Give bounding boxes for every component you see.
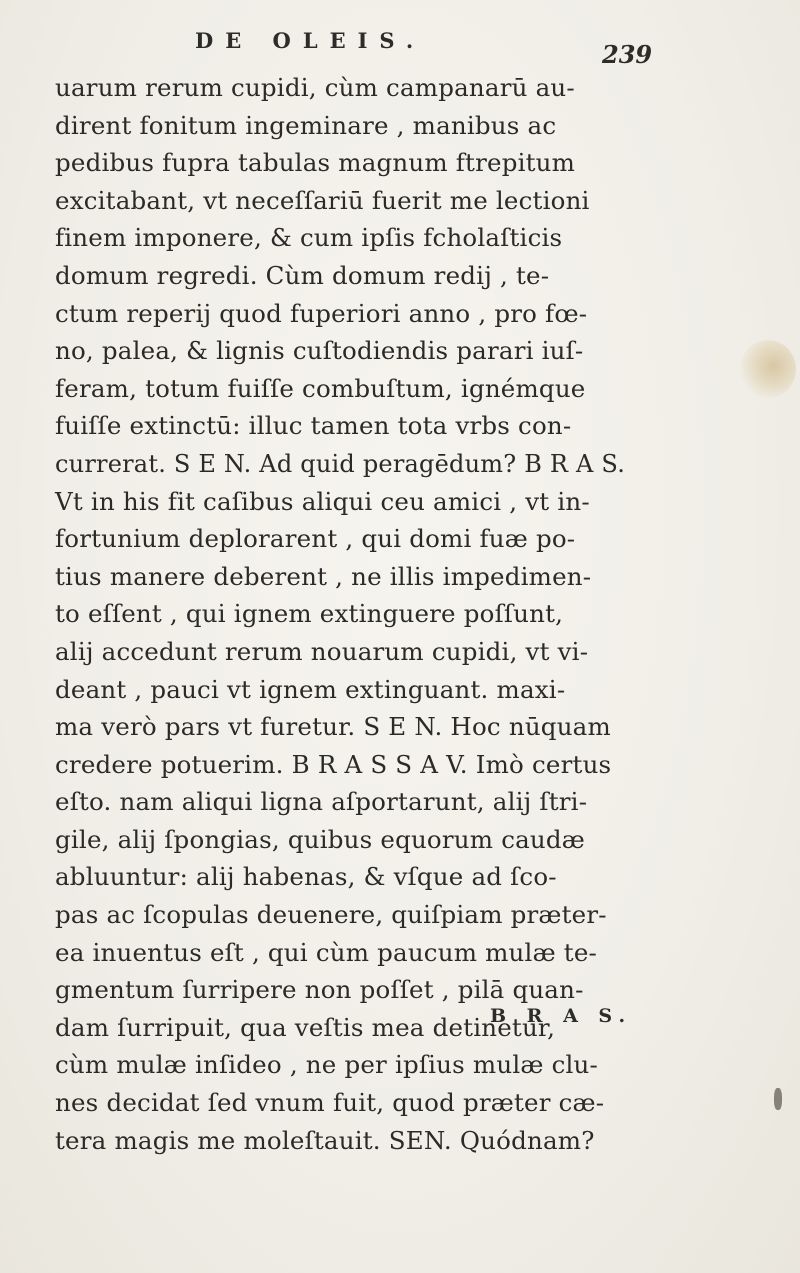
catchword: B R A S.: [490, 1005, 633, 1027]
text-line: Vt in his fit caſibus aliqui ceu amici , vt in-: [55, 486, 590, 516]
text-line: abluuntur: alij habenas, & vſque ad ſco-: [55, 862, 557, 892]
body-text: [55, 69, 625, 1159]
text-line: pedibus fupra tabulas magnum ftrepitum: [55, 148, 576, 178]
text-line: nes decidat ſed vnum fuit, quod præter cæ-: [55, 1088, 605, 1118]
text-line: fortunium deplorarent , qui domi fuæ po-: [55, 524, 576, 554]
text-line: finem imponere, & cum ipſis fcholaſticis: [55, 223, 563, 253]
text-line: deant , pauci vt ignem extinguant. maxi-: [55, 674, 566, 704]
running-title: DE OLEIS.: [195, 28, 426, 53]
page-number: 239: [602, 40, 653, 69]
text-line: feram, totum fuiſſe combuſtum, ignémque: [55, 373, 586, 403]
text-line: excitabant, vt neceſſariū fuerit me lectioni: [55, 185, 590, 215]
text-line: domum regredi. Cùm domum redij , te-: [55, 260, 550, 290]
text-line: tius manere deberent , ne illis impedimen-: [55, 561, 592, 591]
text-line: cùm mulæ inſideo , ne per ipſius mulæ clu-: [55, 1050, 598, 1080]
paper-stain: [740, 340, 796, 398]
text-line: ctum reperij quod fuperiori anno , pro fœ-: [55, 298, 588, 328]
ink-spot: [774, 1088, 782, 1110]
text-line: fuiſſe extinctū: illuc tamen tota vrbs con-: [55, 411, 572, 441]
text-line: ea inuentus eſt , qui cùm paucum mulæ te-: [55, 937, 598, 967]
text-line: to eſſent , qui ignem extinguere poſſunt,: [55, 599, 564, 629]
text-line: no, palea, & lignis cuſtodiendis parari iuſ-: [55, 336, 584, 366]
text-line: dam ſurripuit, qua veſtis mea detinetur,: [55, 1012, 556, 1042]
text-line: dirent fonitum ingeminare , manibus ac: [55, 110, 557, 140]
text-line: eſto. nam aliqui ligna aſportarunt, alij ſtri-: [55, 787, 588, 817]
text-line: ma verò pars vt furetur. S E N. Hoc nūquam: [55, 712, 611, 742]
text-line: credere potuerim. B R A S S A V. Imò certus: [55, 749, 612, 779]
text-line: tera magis me moleſtauit. SEN. Quódnam?: [55, 1125, 595, 1155]
text-line: gile, alij ſpongias, quibus equorum caudæ: [55, 824, 586, 854]
text-line: currerat. S E N. Ad quid peragēdum? B R A S.: [55, 448, 626, 478]
text-line: alij accedunt rerum nouarum cupidi, vt vi-: [55, 636, 589, 666]
text-line: gmentum ſurripere non poſſet , pilā quan-: [55, 975, 584, 1005]
text-line: pas ac ſcopulas deuenere, quiſpiam præter-: [55, 900, 607, 930]
text-line: uarum rerum cupidi, cùm campanarū au-: [55, 73, 575, 102]
